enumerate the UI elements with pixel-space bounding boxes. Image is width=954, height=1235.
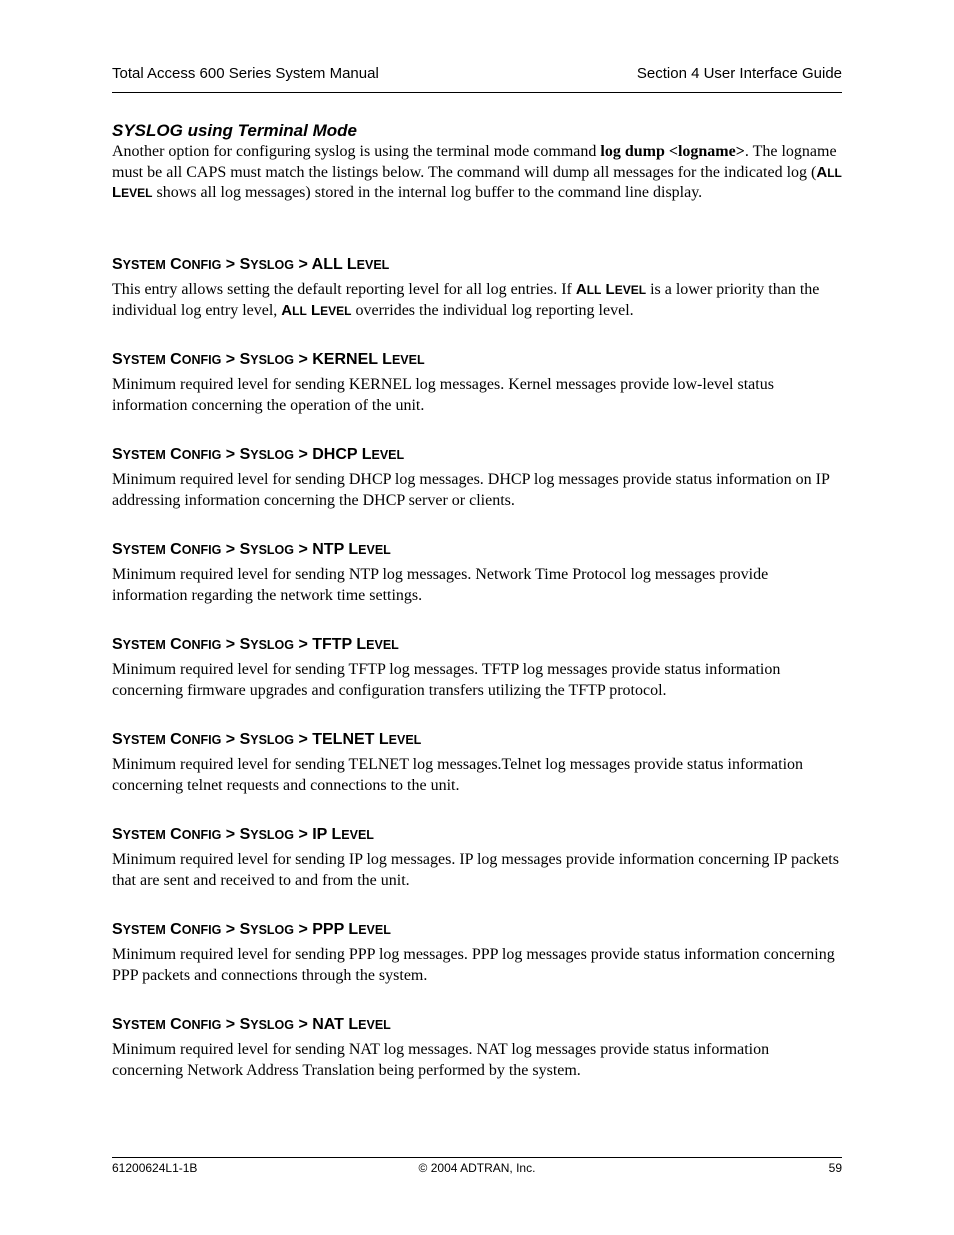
section-nat-level	[112, 1013, 842, 1081]
intro-paragraph	[112, 142, 842, 204]
section-body: Minimum required level for sending TELNET log messages.Telnet log messages provide status information concerning telnet requests and connections to the unit.	[112, 756, 804, 794]
section-body: Minimum required level for sending TFTP log messages. TFTP log messages provide status information concerning firmware upgrades and configuration transfers utilizing the TFTP protocol.	[112, 661, 781, 699]
inline-all-level: ALL LEVEL	[281, 301, 352, 319]
section-ntp-level	[112, 538, 842, 606]
section-heading: SYSTEM CONFIG > SYSLOG > TFTP LEVEL	[112, 636, 399, 653]
section-dhcp-level	[112, 443, 842, 511]
section-heading: SYSTEM CONFIG > SYSLOG > IP LEVEL	[112, 826, 374, 843]
section-ppp-level	[112, 918, 842, 986]
section-heading: SYSTEM CONFIG > SYSLOG > PPP LEVEL	[112, 921, 391, 938]
inline-all-level: ALL LEVEL	[575, 281, 647, 298]
section-heading: SYSTEM CONFIG > SYSLOG > KERNEL LEVEL	[112, 351, 425, 368]
section-body: Minimum required level for sending NTP log messages. Network Time Protocol log messages provide information regarding the network time settings.	[112, 566, 769, 604]
section-body: Minimum required level for sending DHCP log messages. DHCP log messages provide status information on IP addressing information concerning the DHCP server or clients.	[112, 471, 830, 509]
intro-all-level: ALL LEVEL	[112, 163, 842, 201]
section-kernel-level	[112, 348, 842, 416]
section-body: Minimum required level for sending IP log messages. IP log messages provide information concerning IP packets that are sent and received to and from the unit.	[112, 851, 839, 889]
intro-text-1: Another option for configuring syslog is using the terminal mode command	[112, 143, 601, 160]
intro-title: SYSLOG using Terminal Mode	[112, 121, 357, 140]
intro-text-2: . The logname must be all CAPS must match the listings below. The command will dump all messages for the indicated log (	[112, 143, 837, 181]
section-heading: SYSTEM CONFIG > SYSLOG > NTP LEVEL	[112, 541, 391, 558]
section-body: This entry allows setting the default reporting level for all log entries. If ALL LEVEL is a lower priority than the individual log entry level, ALL LEVEL overrides the individual log reporting level.	[112, 281, 820, 319]
section-heading: SYSTEM CONFIG > SYSLOG > TELNET LEVEL	[112, 731, 422, 748]
section-heading: SYSTEM CONFIG > SYSLOG > DHCP LEVEL	[112, 446, 405, 463]
page-content	[112, 120, 842, 1079]
intro-block	[112, 120, 842, 204]
section-body: Minimum required level for sending KERNEL log messages. Kernel messages provide low-level status information concerning the operation of the unit.	[112, 376, 774, 414]
section-ip-level	[112, 823, 842, 891]
section-telnet-level	[112, 728, 842, 796]
header-manual-title: Total Access 600 Series System Manual	[112, 65, 379, 82]
section-heading: SYSTEM CONFIG > SYSLOG > NAT LEVEL	[112, 1016, 391, 1033]
section-all-level	[112, 253, 842, 321]
page-footer	[112, 1157, 842, 1175]
section-body: Minimum required level for sending NAT log messages. NAT log messages provide status information concerning Network Address Translation being performed by the system.	[112, 1041, 770, 1079]
footer-doc-number: 61200624L1-1B	[112, 1161, 198, 1175]
page-header	[112, 64, 842, 93]
header-section-title: Section 4 User Interface Guide	[636, 65, 842, 82]
section-body: Minimum required level for sending PPP log messages. PPP log messages provide status information concerning PPP packets and connections through the system.	[112, 946, 835, 984]
section-heading: SYSTEM CONFIG > SYSLOG > ALL LEVEL	[112, 256, 390, 273]
intro-command: log dump <logname>	[600, 143, 745, 160]
footer-copyright: © 2004 ADTRAN, Inc.	[418, 1161, 536, 1175]
section-tftp-level	[112, 633, 842, 701]
footer-page-number: 59	[828, 1161, 842, 1175]
intro-text-3: shows all log messages) stored in the internal log buffer to the command line display.	[152, 184, 703, 201]
